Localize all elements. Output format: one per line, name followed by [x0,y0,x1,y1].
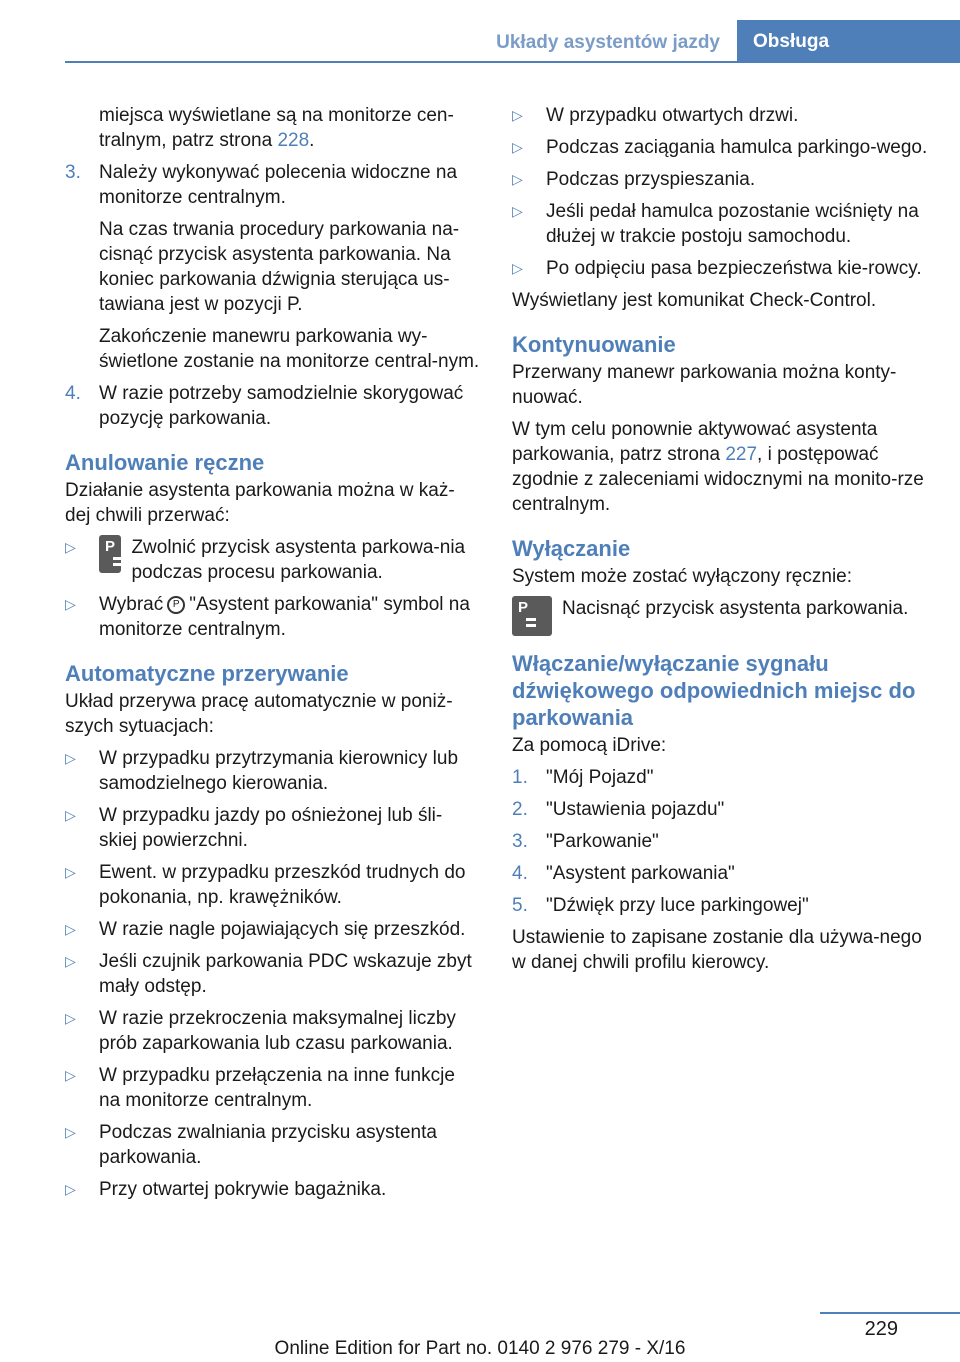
heading-auto-interrupt: Automatyczne przerywanie [65,661,349,686]
continue-text: , i postępować zgodnie z zaleceniami widocznymi na monito-rze centralnym. [512,444,924,515]
switch-off-text: Nacisnąć przycisk asystenta parkowania. [562,598,909,619]
list-item [65,535,480,585]
park-assist-button-icon [512,596,552,636]
heading-switch-off: Wyłączanie [512,536,631,561]
step-4 [65,381,480,431]
bullet-icon: ▷ [65,1124,76,1140]
left-column [65,103,480,1209]
list-item-text: W przypadku przytrzymania kierownicy lub samodzielnego kierowania. [99,748,459,794]
list-item [512,765,937,790]
step-3 [65,160,480,374]
step-text: "Dźwięk przy luce parkingowej" [546,895,809,916]
list-item-text: W przypadku jazdy po ośnieżonej lub śli-skiej powierzchni. [99,805,443,851]
step-number: 4. [65,383,81,404]
bullet-icon: ▷ [65,1067,76,1083]
bullet-icon: ▷ [512,107,523,123]
step-text: Na czas trwania procedury parkowania na-cisnąć przycisk asystenta parkowania. Na koniec parkowania dźwignia sterująca us-tawiana jest w pozycji P. [99,219,460,315]
step-number: 5. [512,895,528,916]
idrive-steps [512,765,937,918]
list-item [512,199,937,249]
continued-line-1: miejsca wyświetlane są na monitorze cen- [99,105,454,126]
step-text: "Ustawienia pojazdu" [546,799,725,820]
cancel-intro: Działanie asystenta parkowania można w każ-dej chwili przerwać: [65,480,455,526]
section-title: Układy asystentów jazdy [496,32,720,53]
page-link-228[interactable]: 228 [277,130,310,151]
list-item-text: W razie nagle pojawiających się przeszkód. [99,919,466,940]
continue-paragraph-2 [512,417,937,517]
list-item [65,1177,480,1202]
auto-list-continued [512,103,937,281]
auto-intro: Układ przerywa pracę automatycznie w poniż-szych sytuacjach: [65,691,453,737]
chapter-tab-label: Obsługa [753,30,830,52]
list-item [65,1006,480,1056]
step-number: 4. [512,863,528,884]
step-number: 3. [65,162,81,183]
step-text: "Parkowanie" [546,831,659,852]
list-item [65,949,480,999]
switch-off-instruction [512,596,937,636]
footer-edition: Online Edition for Part no. 0140 2 976 279 - X/16 [274,1338,686,1359]
list-item-text: Podczas zwalniania przycisku asystenta parkowania. [99,1122,437,1168]
page-header [0,0,960,62]
continued-line-2: tralnym, patrz strona [99,130,278,151]
bullet-icon: ▷ [65,953,76,969]
bullet-icon: ▷ [65,807,76,823]
footer-rule [820,1312,960,1314]
bullet-icon: ▷ [65,1010,76,1026]
heading-sound: Włączanie/wyłączanie sygnału dźwiękowego odpowiednich miejsc do parkowania [512,651,916,730]
list-item [512,893,937,918]
list-item [65,860,480,910]
step-text: Należy wykonywać polecenia widoczne na monitorze centralnym. [99,162,458,208]
continued-period: . [309,130,315,151]
bullet-icon: ▷ [65,596,76,612]
list-item [512,167,937,192]
bullet-icon: ▷ [512,260,523,276]
list-item-text: "Asystent parkowania" symbol na monitorze centralnym. [99,594,470,640]
step-text: "Asystent parkowania" [546,863,735,884]
list-item [512,256,937,281]
page-link-227[interactable]: 227 [725,444,758,465]
step-number: 2. [512,799,528,820]
bullet-icon: ▷ [512,139,523,155]
park-assist-symbol-icon: P [167,596,185,614]
header-rule [65,61,960,63]
list-item-text: W przypadku otwartych drzwi. [546,105,799,126]
continued-paragraph [65,103,480,153]
list-item [65,592,480,642]
step-number: 1. [512,767,528,788]
sound-intro: Za pomocą iDrive: [512,735,667,756]
list-item-text: W razie przekroczenia maksymalnej liczby prób zaparkowania lub czasu parkowania. [99,1008,456,1054]
park-assist-button-icon [99,535,121,573]
auto-list [65,746,480,1202]
list-item-text: Ewent. w przypadku przeszkód trudnych do pokonania, np. krawężników. [99,862,466,908]
list-item [65,1120,480,1170]
bullet-icon: ▷ [65,750,76,766]
heading-manual-cancel: Anulowanie ręczne [65,450,265,475]
list-item-text: Przy otwartej pokrywie bagażnika. [99,1179,387,1200]
list-item-text: Zwolnić przycisk asystenta parkowa-nia podczas procesu parkowania. [131,537,466,583]
list-item-text: Wybrać [99,594,164,615]
check-control-message: Wyświetlany jest komunikat Check-Control. [512,290,877,311]
list-item [512,861,937,886]
list-item-text: Po odpięciu pasa bezpieczeństwa kie-rowcy. [546,258,922,279]
continue-text: W tym celu ponownie aktywować asystenta parkowania, patrz strona [512,419,878,465]
bullet-icon: ▷ [512,203,523,219]
page-number: 229 [864,1318,898,1340]
bullet-icon: ▷ [65,539,76,555]
sound-outro: Ustawienie to zapisane zostanie dla używa-nego w danej chwili profilu kierowcy. [512,927,922,973]
switch-off-paragraph: System może zostać wyłączony ręcznie: [512,566,853,587]
list-item-text: W przypadku przełączenia na inne funkcje na monitorze centralnym. [99,1065,455,1111]
list-item [512,829,937,854]
list-item [65,1063,480,1113]
list-item [65,746,480,796]
bullet-icon: ▷ [65,864,76,880]
step-number: 3. [512,831,528,852]
step-text: "Mój Pojazd" [546,767,654,788]
list-item [512,103,937,128]
bullet-icon: ▷ [65,921,76,937]
list-item-text: Podczas przyspieszania. [546,169,756,190]
bullet-icon: ▷ [512,171,523,187]
list-item-text: Jeśli pedał hamulca pozostanie wciśnięty na dłużej w trakcie postoju samochodu. [546,201,919,247]
bullet-icon: ▷ [65,1181,76,1197]
list-item-text: Jeśli czujnik parkowania PDC wskazuje zbyt mały odstęp. [99,951,472,997]
chapter-tab [737,20,960,62]
step-text: W razie potrzeby samodzielnie skorygować pozycję parkowania. [99,383,464,429]
list-item [512,797,937,822]
right-column [512,103,937,982]
list-item-text: Podczas zaciągania hamulca parkingo-wego. [546,137,928,158]
step-text: Zakończenie manewru parkowania wy-świetlone zostanie na monitorze central-nym. [99,326,480,372]
list-item [65,917,480,942]
list-item [65,803,480,853]
list-item [512,135,937,160]
continue-paragraph-1: Przerwany manewr parkowania można konty-nuować. [512,362,897,408]
heading-continue: Kontynuowanie [512,332,676,357]
